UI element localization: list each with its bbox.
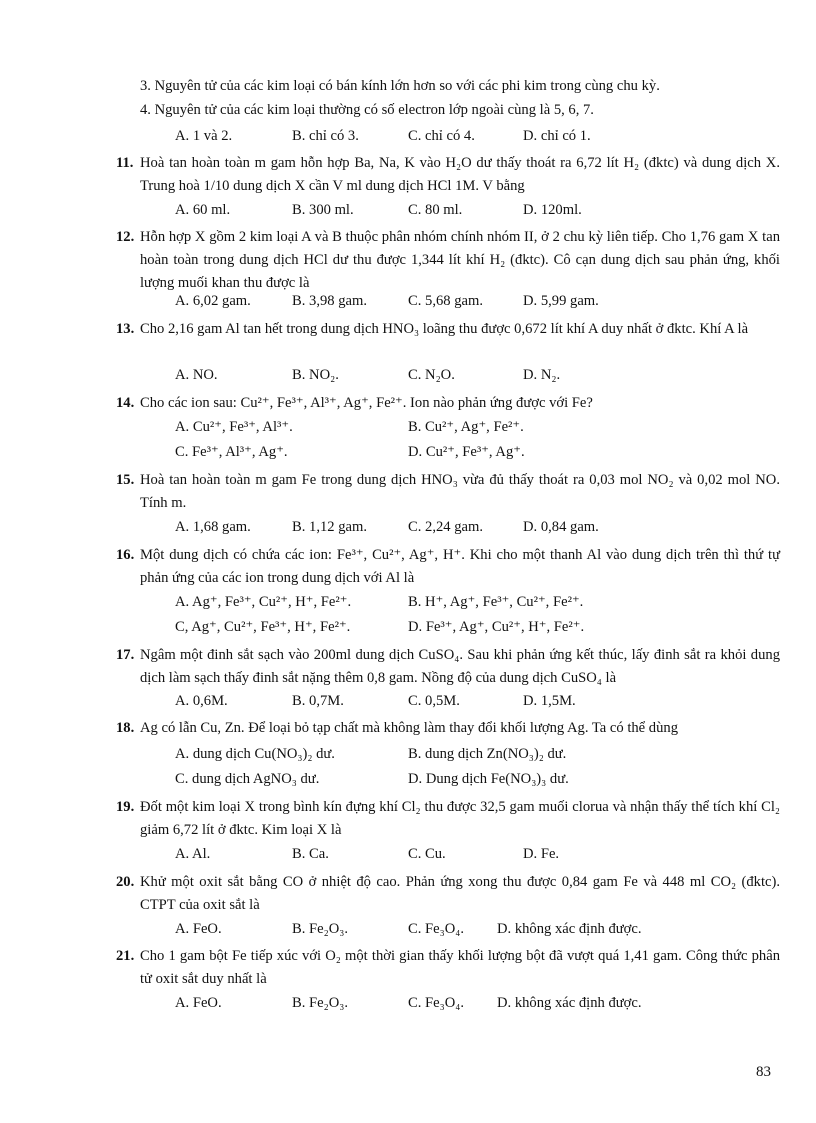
question-options — [175, 591, 775, 614]
option-c: C. 0,5M. — [408, 693, 460, 709]
prev-question-options — [175, 125, 775, 148]
question-number: 13. — [116, 321, 135, 337]
option-a: A. 0,6M. — [175, 693, 228, 709]
question-number: 16. — [116, 547, 135, 563]
option-c: C. dung dịch AgNO₃ dư. — [175, 771, 320, 787]
question-options — [175, 843, 775, 866]
option-a: A. 1 và 2. — [175, 128, 233, 144]
option-d: D. Fe³⁺, Ag⁺, Cu²⁺, H⁺, Fe²⁺. — [408, 619, 585, 635]
option-d: D. 0,84 gam. — [523, 519, 599, 535]
question-options — [175, 364, 775, 387]
question-options — [175, 616, 775, 639]
question-number: 21. — [116, 948, 135, 964]
option-b: B. Ca. — [292, 846, 329, 862]
option-b: B. H⁺, Ag⁺, Fe³⁺, Cu²⁺, Fe²⁺. — [408, 594, 584, 610]
option-a: A. Ag⁺, Fe³⁺, Cu²⁺, H⁺, Fe²⁺. — [175, 594, 352, 610]
option-c: C. Fe₃O₄. — [408, 995, 464, 1011]
question-text: Đốt một kim loại X trong bình kín đựng khí Cl₂ thu được 32,5 gam muối clorua và nhận thấy thể tích khí Cl₂ giảm 6,72 lít ở đktc. Kim loại X là — [140, 799, 780, 838]
option-b: B. Cu²⁺, Ag⁺, Fe²⁺. — [408, 419, 524, 435]
option-a: A. 1,68 gam. — [175, 519, 251, 535]
option-d: D. N₂. — [523, 367, 561, 383]
question-text: Hoà tan hoàn toàn m gam hỗn hợp Ba, Na, K vào H₂O dư thấy thoát ra 6,72 lít H₂ (đktc) và dung dịch X. Trung hoà 1/10 dung dịch X cần V ml dung dịch HCl 1M. V bằng — [140, 155, 780, 194]
option-c: C. 2,24 gam. — [408, 519, 483, 535]
option-d: D. 5,99 gam. — [523, 293, 599, 309]
statement-4: 4. Nguyên tử của các kim loại thường có số electron lớp ngoài cùng là 5, 6, 7. — [140, 102, 594, 118]
option-b: B. chỉ có 3. — [292, 128, 359, 144]
option-d: D. 1,5M. — [523, 693, 576, 709]
option-b: B. Fe₂O₃. — [292, 921, 348, 937]
question-options — [175, 516, 775, 539]
question-options — [175, 768, 775, 791]
question-options — [175, 992, 775, 1015]
option-d: D. chỉ có 1. — [523, 128, 591, 144]
option-a: A. Cu²⁺, Fe³⁺, Al³⁺. — [175, 419, 293, 435]
option-d: D. không xác định được. — [497, 995, 642, 1011]
option-a: A. 6,02 gam. — [175, 293, 251, 309]
question-text: Cho 2,16 gam Al tan hết trong dung dịch HNO₃ loãng thu được 0,672 lít khí A duy nhất ở đktc. Khí A là — [140, 321, 749, 337]
option-d: D. Cu²⁺, Fe³⁺, Ag⁺. — [408, 444, 525, 460]
option-c: C. chỉ có 4. — [408, 128, 475, 144]
question-options — [175, 743, 775, 766]
option-a: A. 60 ml. — [175, 202, 231, 218]
option-c: C. Fe₃O₄. — [408, 921, 464, 937]
question-number: 17. — [116, 647, 135, 663]
option-a: A. Al. — [175, 846, 211, 862]
option-b: B. 0,7M. — [292, 693, 344, 709]
question-options — [175, 918, 775, 941]
option-b: B. 300 ml. — [292, 202, 354, 218]
question-text: Hỗn hợp X gồm 2 kim loại A và B thuộc phân nhóm chính nhóm II, ở 2 chu kỳ liên tiếp. Cho 1,76 gam X tan hoàn toàn trong dung dịch HCl dư thu được 1,344 lít khí H₂ (đktc). Cô cạn dung dịch sau phản ứng, khối lượng muối khan thu được là — [140, 229, 780, 291]
question-text: Ngâm một đinh sắt sạch vào 200ml dung dịch CuSO₄. Sau khi phản ứng kết thúc, lấy đinh sắt ra khỏi dung dịch làm sạch thấy đinh sắt nặng thêm 0,8 gam. Nồng độ của dung dịch CuSO₄ là — [140, 647, 780, 686]
question-options — [175, 290, 775, 313]
question-text: Cho các ion sau: Cu²⁺, Fe³⁺, Al³⁺, Ag⁺, Fe²⁺. Ion nào phản ứng được với Fe? — [140, 395, 593, 411]
option-b: B. NO₂. — [292, 367, 339, 383]
option-c: C, Ag⁺, Cu²⁺, Fe³⁺, H⁺, Fe²⁺. — [175, 619, 351, 635]
option-c: C. Cu. — [408, 846, 446, 862]
option-a: A. FeO. — [175, 921, 222, 937]
option-a: A. FeO. — [175, 995, 222, 1011]
statement-3: 3. Nguyên tử của các kim loại có bán kính lớn hơn so với các phi kim trong cùng chu kỳ. — [140, 78, 660, 94]
option-b: B. 3,98 gam. — [292, 293, 367, 309]
question-text: Khử một oxit sắt bằng CO ở nhiệt độ cao. Phản ứng xong thu được 0,84 gam Fe và 448 ml CO₂ (đktc). CTPT của oxit sắt là — [140, 874, 780, 913]
option-d: D. Fe. — [523, 846, 560, 862]
option-c: C. 80 ml. — [408, 202, 463, 218]
question-options — [175, 690, 775, 713]
question-number: 18. — [116, 720, 135, 736]
question-number: 11. — [116, 155, 134, 171]
question-number: 14. — [116, 395, 135, 411]
option-d: D. không xác định được. — [497, 921, 642, 937]
option-d: D. Dung dịch Fe(NO₃)₃ dư. — [408, 771, 569, 787]
option-b: B. dung dịch Zn(NO₃)₂ dư. — [408, 746, 567, 762]
option-a: A. NO. — [175, 367, 218, 383]
option-b: B. 1,12 gam. — [292, 519, 367, 535]
option-b: B. Fe₂O₃. — [292, 995, 348, 1011]
page-number: 83 — [756, 1064, 771, 1080]
option-c: C. N₂O. — [408, 367, 455, 383]
option-c: C. 5,68 gam. — [408, 293, 483, 309]
question-number: 12. — [116, 229, 135, 245]
question-text: Hoà tan hoàn toàn m gam Fe trong dung dịch HNO₃ vừa đủ thấy thoát ra 0,03 mol NO₂ và 0,02 mol NO. Tính m. — [140, 472, 780, 511]
question-number: 15. — [116, 472, 135, 488]
question-text: Một dung dịch có chứa các ion: Fe³⁺, Cu²⁺, Ag⁺, H⁺. Khi cho một thanh Al vào dung dịch trên thì thứ tự phản ứng của các ion trong dung dịch với Al là — [140, 547, 780, 586]
option-d: D. 120ml. — [523, 202, 582, 218]
question-options — [175, 441, 775, 464]
question-options — [175, 199, 775, 222]
question-options — [175, 416, 775, 439]
question-text: Cho 1 gam bột Fe tiếp xúc với O₂ một thời gian thấy khối lượng bột đã vượt quá 1,41 gam. Công thức phân tử oxit sắt duy nhất là — [140, 948, 780, 987]
question-number: 19. — [116, 799, 135, 815]
option-c: C. Fe³⁺, Al³⁺, Ag⁺. — [175, 444, 288, 460]
question-text: Ag có lẫn Cu, Zn. Để loại bỏ tạp chất mà không làm thay đổi khối lượng Ag. Ta có thể dùng — [140, 720, 678, 736]
option-a: A. dung dịch Cu(NO₃)₂ dư. — [175, 746, 335, 762]
question-number: 20. — [116, 874, 135, 890]
